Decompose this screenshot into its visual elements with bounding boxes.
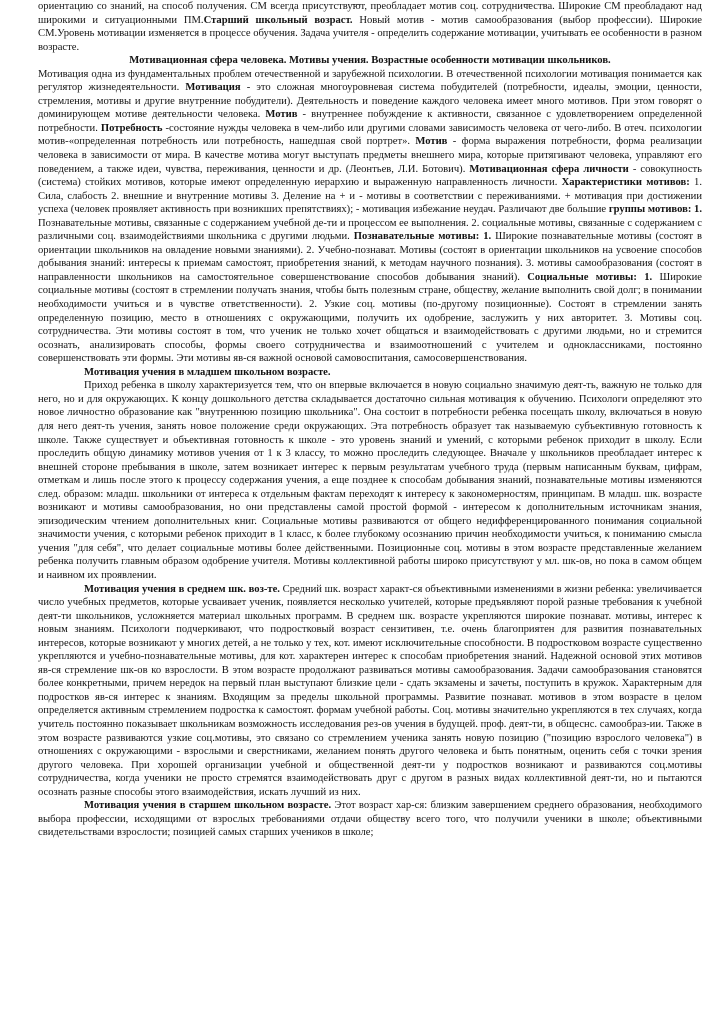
middle-school-text: Средний шк. возраст характ-ся объективными изменениями в жизни ребенка: увеличивается число учебных предметов, которые усваивает ученик, появляется несколько учителей, которые предъявляют порой разные требования к учебной деят-ти школьников, усложняется материал школьных программ. В среднем шк. возрасте укрепляются широкие познават. мотивы, интерес к новым знаниям. Психологи подчеркивают, что подростковый возраст сензитивен, т.е. очень благоприятен для развития познавательных интересов, которые возникают у многих детей, а не только у тех, кот. имеют исключительные способности. В подростковом возрасте существенно укрепляются и учебно-познавательные мотивы, для кот. характерен интерес к способам приобретения знаний. Надежной основой этих мотивов яв-ся стремление шк-ов ко взрослости. В этом возрасте продолжают развиваться мотивы самообразования. Задачи самообразования становятся более конкретными, причем нередок на первый план выступают близкие цели - сдать экзамены и зачеты, поступить в кружок. Характерным для подростков яв-ся интерес к знаниям. Входящим за пределы школьной программы. Развитие познават. мотивов в этом возрасте в целом определяется активным стремлением подростка к самостоят. формам учебной работы. Соц. мотивы значительно укрепляются в тех случаях, когда учитель постоянно показывает школьникам возможность исследования рез-ов учения в будущей. проф. деят-ти, в общеснс. самообраз-ии. Также в этом возрасте развиваются узкие соц.мотивы, это связано со стремлением ученика занять новую позицию ("позицию взрослого человека") в отношениях с окружающими - взрослыми и сверстниками, желанием понять другого человека и быть понятным, оценить себя с точки зрения другого человека. При хорошей организации учебной и общественной деят-ти у подростков возникают и развиваются соц.мотивы сотрудничества, когда ученики не просто стремятся взаимодействовать друг с другом в разных видах коллективной деят-ти, но и пытаются осознать разные способы этого взаимодействия, искать лучший из них. <box>38 583 702 798</box>
term-bold: Потребность <box>100 122 163 134</box>
term-bold: Мотивация <box>185 82 241 94</box>
paragraph-middle-school <box>38 583 702 800</box>
term-bold: Познавательные мотивы: 1. <box>353 231 492 243</box>
body-text: - совокупность (система) стойких мотивов, которые имеют определенную иерархию и выраженную направленность личности. <box>38 163 702 189</box>
heading-senior-school: Мотивация учения в старшем школьном возрасте. <box>84 800 332 812</box>
paragraph-senior-school <box>38 799 702 840</box>
heading-motivational-sphere: Мотивационная сфера человека. Мотивы учения. Возрастные особенности мотивации школьников. <box>129 55 611 67</box>
body-text: Мотивация одна из фундаментальных проблем отечественной и зарубежной психологии. В отечественной психологии мотивация понимается как регулятор жизнедеятельности. <box>38 68 702 94</box>
intro-text-end: Новый мотив - мотив самообразования (выбор профессии). Широкие СМ.Уровень мотивации изменяется в процессе обучения. Задача учителя - определить содержание мотивации, учитывать ее особенности в разном возрасте. <box>38 14 702 53</box>
term-bold: Мотив <box>415 136 448 148</box>
body-text: Познавательные мотивы, связанные с содержанием учебной де-ти и процессом ее выполнения. 2. социальные мотивы, связанные с содержанием с различными соц. взаимодействиями школьника с другими людьми. <box>38 217 702 243</box>
document-page <box>38 0 702 840</box>
paragraph-junior-school: Приход ребенка в школу характеризуется тем, что он впервые включается в новую социально значимую деят-ть, важную не только для него, но и для окружающих. К концу дошкольного детства складывается достаточно сильная мотивация к обучению. Психологи определяют это новое личностно образование как "внутреннюю позицию школьника". Она состоит в потребности ребенка посещать школу, включаться в новую для него деят-ть учения, занять новое положение среди окружающих. Эта потребность образует так называемую субъективную готовность к школе. Также существует и объективная готовность к школе - это уровень знаний и умений, с которыми ребенок приходит в школу. Если проследить общую динамику мотивов учения от 1 к 3 классу, то можно проследить следующее. Вначале у школьников преобладает интерес к внешней стороне пребывания в школе, затем возникает интерес к первым результатам учебного труда (первым написанным буквам, цифрам, отметкам и лишь после этого к процессу содержания учения, а еще позднее к способам добывания знаний, познавательные мотивы изменяются след. образом: младш. школьники от интереса к отдельным фактам переходят к интересу к закономерностям, принципам. В младш. шк. возрасте возникают и мотивы самообразования, но они представлены самой простой формой - интересом к дополнительным источникам знания, эпизодическим чтением дополнительных книг. Социальные мотивы развиваются от общего недифференцированного понимания социальной значимости учения, с которыми ребенок приходит в 1 класс, к более глубокому осознанию причин необходимости учиться, к пониманию смысла учения "для себя", что делает социальные мотивы более действенными. Позиционные соц. мотивы в этом возрасте представленные желанием ребенка получить главным образом одобрение учителя. Мотивы коллективной работы широко присутствуют у мл. шк-ов, но пока в самом общем и наивном их проявлении. <box>38 380 702 581</box>
intro-text: ориентацию со знаний, на способ получения. СМ всегда присутствуют, преобладает мотив соц. сотрудничества. Широкие СМ преобладают над широкими и ситуационными ПМ. <box>38 1 702 26</box>
term-bold: Мотив <box>265 109 298 121</box>
body-text: Широкие познавательные мотивы (состоят в ориентации школьников на овладение новыми знаниями). 2. Учебно-познават. Мотивы (состоят в ориентации школьников на усвоение способов добывания знаний: интересы к приемам самостоят, приобретения знаний, к методам научного познания). 3. мотивы самообразования (состоят в направленности школьников на самостоятельное совершенствование способов добывания знаний). <box>38 231 702 283</box>
body-text: -состояние нужды человека в чем-либо или другими словами зависимость человека от чего-либо. В отеч. психологии мотив-«определенная потребность или потребность, нашедшая свой портрет». <box>38 122 702 148</box>
term-bold: Характеристики мотивов: <box>561 177 690 189</box>
body-text: 1. Сила, слабость 2. внешние и внутренние мотивы 3. Деление на + и - мотивы в соответствии с переживаниями. + мотивация при достижении успеха (человек проявляет активность при возникших препятствиях); - мотивация избежание неудач. Различают две большие <box>38 177 702 216</box>
body-text: - это сложная многоуровневая система побудителей (потребности, идеалы, эмоции, ценности, стремления, мотивы и другие внутренние побудители). Деятельность и поведение каждого человека имеет много мотивов. При этом говорят о доминирующем мотиве деятельности человека. <box>38 82 703 121</box>
body-text: Широкие социальные мотивы (состоят в стремлении получать знания, чтобы быть полезным стране, обществу, желание выполнить свой долг; в понимании необходимости учиться и в чувстве ответственности). 2. Узкие соц. мотивы (по-другому позиционные). Состоят в стремлении занять определенную позицию, место в отношениях с окружающими, получить их одобрение, заслужить у них авторитет. 3. Мотивы соц. сотрудничества. Эти мотивы состоят в том, что ученик не только хочет общаться и взаимодействовать с другими людьми, но и стремится осознать, анализировать способы, формы своего сотрудничества и взаимоотношений с учителем и одноклассниками, постоянно совершенствовать эти формы. Эти мотивы яв-ся важной основой самовоспитания, самосовершенствования. <box>38 271 702 365</box>
intro-bold: Старший школьный возраст. <box>203 14 353 26</box>
heading-middle-school: Мотивация учения в среднем шк. воз-те. <box>84 583 280 595</box>
heading-junior-school: Мотивация учения в младшем школьном возрасте. <box>84 366 331 378</box>
term-bold: Мотивационная сфера личности <box>469 163 629 175</box>
senior-school-text: Этот возраст хар-ся: близким завершением среднего образования, необходимого выбора профессии, исходящими от взрослых требованиями отдачи обществу всего того, что получили ученики в школе; объективными свидетельствами взрослости; позицией самых старших учеников в школе; <box>38 800 702 839</box>
term-bold: группы мотивов: 1. <box>608 204 702 216</box>
paragraph-motivation <box>38 68 702 366</box>
intro-paragraph <box>38 0 702 54</box>
term-bold: Социальные мотивы: 1. <box>527 271 653 283</box>
body-text: - внутреннее побуждение к активности, связанное с удовлетворением определенной потребности. <box>38 109 702 134</box>
body-text: - форма выражения потребности, форма реализации человека в зависимости от мира. В качестве мотива могут выступать предметы внешнего мира, которые притягивают человека, управляют его поведением, а также идеи, чувства, переживания, ценности и др. (Леонтьев, Л.И. Ботович). <box>38 136 702 175</box>
